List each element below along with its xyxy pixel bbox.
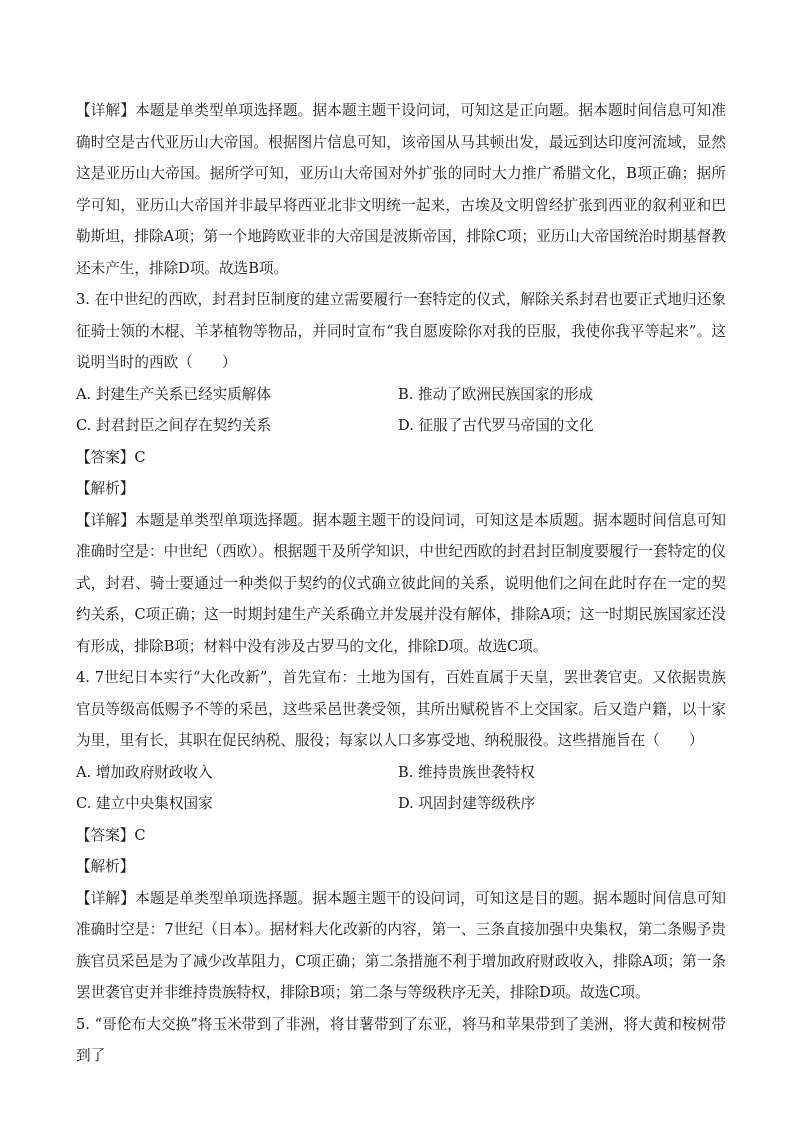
document-body	[76, 95, 726, 1072]
paragraph: 5. “哥伦布大交换”将玉米带到了非洲，将甘薯带到了东亚，将马和苹果带到了美洲，将大黄和桉树带到了	[76, 1015, 726, 1064]
answer-option: C. 封君封臣之间存在契约关系	[76, 417, 272, 434]
answer-option: C. 建立中央集权国家	[76, 795, 213, 812]
answer-option: D. 巩固封建等级秩序	[398, 795, 536, 812]
section-label: 【解析】	[76, 858, 135, 875]
answer-option: B. 维持贵族世袭特权	[398, 763, 535, 781]
section-label: 【解析】	[76, 480, 135, 497]
answer-options	[76, 757, 726, 820]
paragraph: 3. 在中世纪的西欧，封君封臣制度的建立需要履行一套特定的仪式，解除关系封君也要正式地归还象征骑士领的木棍、羊茅植物等物品，并同时宣布“我自愿废除你对我的臣服，我使你我平等起来”。这说明当时的西欧（ ）	[76, 291, 726, 371]
answer-options	[76, 379, 726, 442]
paragraph: 【详解】本题是单类型单项选择题。据本题主题干设问词，可知这是正向题。据本题时间信息可知准确时空是古代亚历山大帝国。根据图片信息可知，该帝国从马其顿出发，最远到达印度河流域，显然这是亚历山大帝国。据所学可知，亚历山大帝国对外扩张的同时大力推广希腊文化，B项正确；据所学可知，亚历山大帝国并非最早将西亚北非文明统一起来，古埃及文明曾经扩张到西亚的叙利亚和巴勒斯坦，排除A项；第一个地跨欧亚非的大帝国是波斯帝国，排除C项；亚历山大帝国统治时期基督教还未产生，排除D项。故选B项。	[76, 102, 726, 277]
paragraph: 【详解】本题是单类型单项选择题。据本题主题干的设问词，可知这是本质题。据本题时间信息可知准确时空是：中世纪（西欧）。根据题干及所学知识，中世纪西欧的封君封臣制度要履行一套特定的仪式，封君、骑士要通过一种类似于契约的仪式确立彼此间的关系，说明他们之间在此时存在一定的契约关系，C项正确；这一时期封建生产关系确立并发展并没有解体，排除A项；这一时期民族国家还没有形成，排除B项；材料中没有涉及古罗马的文化，排除D项。故选C项。	[76, 511, 726, 655]
paragraph: 4. 7世纪日本实行“大化改新”，首先宣布：土地为国有，百姓直属于天皇，罢世袭官吏。又依据贵族官员等级高低赐予不等的采邑，这些采邑世袭受领，其所出赋税皆不上交国家。后又造户籍，以十家为里，里有长，其职在促民纳税、服役；每家以人口多寡受地、纳税服役。这些措施旨在（ ）	[76, 669, 726, 749]
paragraph: 【详解】本题是单类型单项选择题。据本题主题干的设问词，可知这是目的题。据本题时间信息可知准确时空是：7世纪（日本）。据材料大化改新的内容，第一、三条直接加强中央集权，第二条赐予贵族官员采邑是为了减少改革阻力，C项正确；第二条措施不利于增加政府财政收入，排除A项；第一条罢世袭官吏并非维持贵族特权，排除B项；第二条与等级秩序无关，排除D项。故选C项。	[76, 889, 726, 1001]
section-label: 【答案】C	[76, 448, 146, 466]
answer-option: D. 征服了古代罗马帝国的文化	[398, 417, 594, 434]
answer-option: B. 推动了欧洲民族国家的形成	[398, 385, 594, 403]
answer-option: A. 增加政府财政收入	[76, 763, 213, 781]
section-label: 【答案】C	[76, 826, 146, 844]
answer-option: A. 封建生产关系已经实质解体	[76, 385, 271, 403]
